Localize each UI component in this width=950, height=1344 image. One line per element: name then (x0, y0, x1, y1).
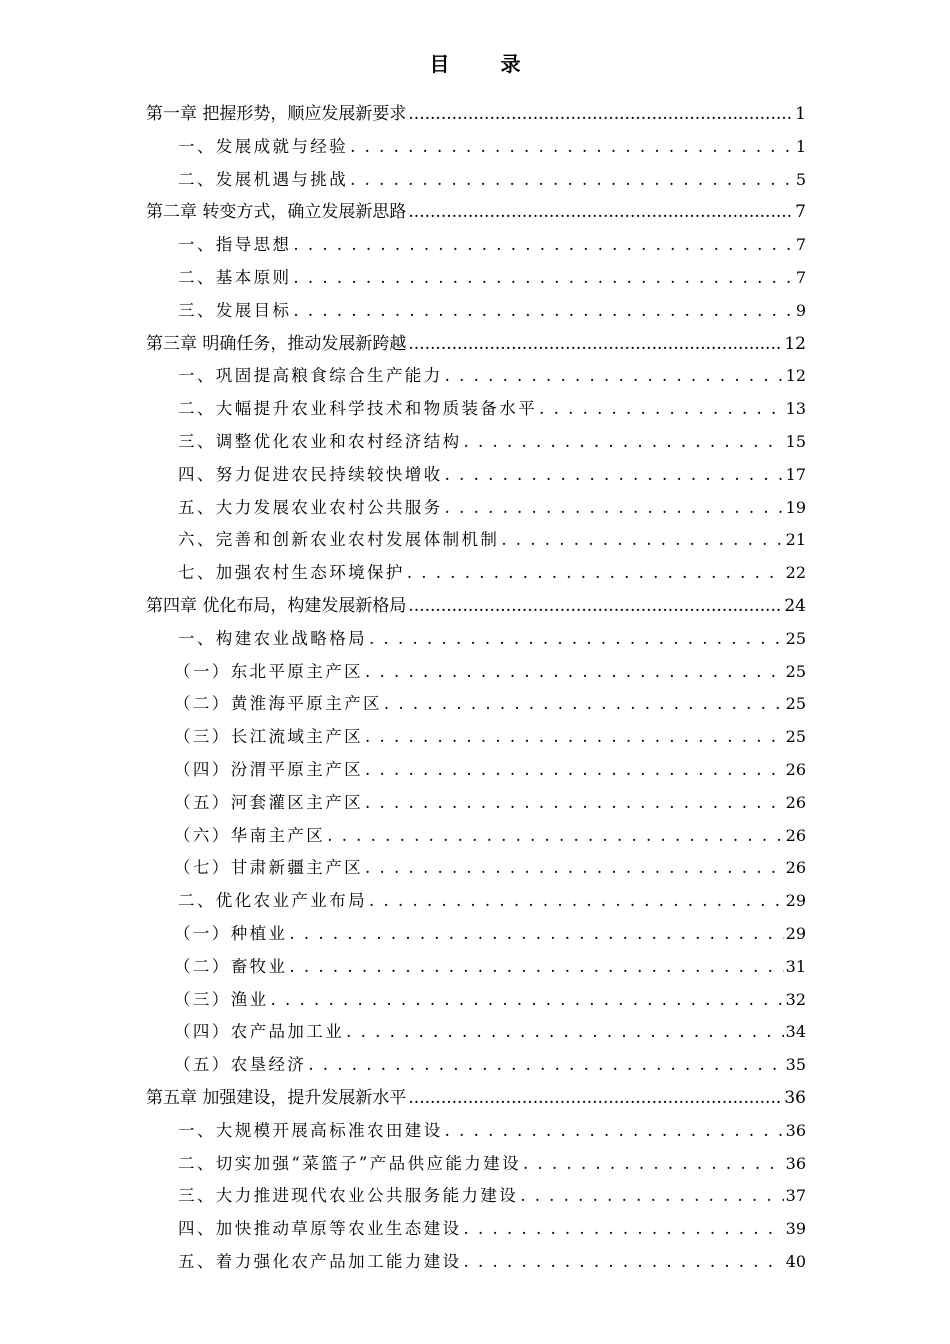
toc-page-number: 1 (795, 104, 806, 124)
toc-page-number: 19 (785, 497, 806, 517)
toc-page-number: 29 (785, 923, 806, 943)
toc-page-number: 26 (785, 759, 806, 779)
toc-page-number: 25 (785, 661, 806, 681)
toc-page-number: 9 (795, 300, 806, 320)
toc-entry-section[interactable] (146, 885, 806, 918)
toc-entry-sub[interactable] (146, 984, 806, 1017)
toc-page-number: 26 (785, 792, 806, 812)
toc-page-number: 36 (785, 1120, 806, 1140)
toc-entry-sub[interactable] (146, 721, 806, 754)
toc-entry-chapter[interactable] (146, 1082, 806, 1115)
toc-entry-section[interactable] (146, 1115, 806, 1148)
dot-leader (289, 918, 783, 951)
dot-leader (293, 229, 793, 262)
dot-leader (327, 820, 783, 853)
toc-entry-sub[interactable] (146, 688, 806, 721)
toc-entry-sub[interactable] (146, 1016, 806, 1049)
dot-leader (408, 1082, 782, 1115)
toc-entry-sub[interactable] (146, 951, 806, 984)
dot-leader (271, 984, 784, 1017)
toc-entry-section[interactable] (146, 1148, 806, 1181)
toc-entry-label: （四）汾渭平原主产区 (174, 759, 363, 779)
dot-leader (365, 787, 784, 820)
toc-entry-label: 二、基本原则 (178, 267, 292, 287)
toc-entry-section[interactable] (146, 1180, 806, 1213)
toc-entry-sub[interactable] (146, 754, 806, 787)
toc-page-number: 40 (785, 1251, 806, 1271)
toc-entry-label: 五、着力强化农产品加工能力建设 (178, 1251, 462, 1271)
toc-entry-section[interactable] (146, 360, 806, 393)
dot-leader (369, 623, 784, 656)
toc-page-number: 35 (785, 1055, 806, 1075)
dot-leader (464, 1213, 784, 1246)
toc-entry-label: 三、大力推进现代农业公共服务能力建设 (178, 1186, 519, 1206)
toc-entry-chapter[interactable] (146, 196, 806, 229)
toc-entry-label: 六、完善和创新农业农村发展体制机制 (178, 530, 500, 550)
toc-entry-label: （二）黄淮海平原主产区 (174, 694, 382, 714)
toc-entry-sub[interactable] (146, 918, 806, 951)
toc-page-number: 26 (785, 858, 806, 878)
toc-entry-section[interactable] (146, 492, 806, 525)
toc-entry-sub[interactable] (146, 852, 806, 885)
toc-page-number: 21 (785, 530, 806, 550)
toc-entry-label: （六）华南主产区 (174, 825, 326, 845)
toc-title: 目 录 (429, 52, 543, 76)
dot-leader (408, 590, 782, 623)
toc-page-number: 12 (784, 333, 806, 354)
toc-entry-label: （一）种植业 (174, 923, 288, 943)
toc-entry-label: 第一章 把握形势，顺应发展新要求 (146, 104, 407, 124)
toc-entry-label: 三、发展目标 (178, 300, 292, 320)
dot-leader (520, 1180, 783, 1213)
toc-entry-label: （一）东北平原主产区 (174, 661, 363, 681)
dot-leader (408, 196, 793, 229)
dot-leader (445, 360, 784, 393)
toc-entry-section[interactable] (146, 229, 806, 262)
toc-page-number: 13 (785, 399, 806, 419)
toc-entry-section[interactable] (146, 393, 806, 426)
toc-entry-label: 一、发展成就与经验 (178, 136, 349, 156)
toc-page-number: 5 (795, 169, 806, 189)
toc-page-number: 26 (785, 825, 806, 845)
toc-page-number: 7 (795, 267, 806, 287)
toc-page-number: 37 (785, 1186, 806, 1206)
dot-leader (523, 1148, 784, 1181)
toc-entry-section[interactable] (146, 295, 806, 328)
dot-leader (293, 262, 793, 295)
toc-entry-label: 四、加快推动草原等农业生态建设 (178, 1219, 462, 1239)
toc-entry-label: 一、大规模开展高标准农田建设 (178, 1120, 443, 1140)
dot-leader (464, 426, 784, 459)
toc-entry-section[interactable] (146, 623, 806, 656)
toc-page-number: 1 (795, 136, 806, 156)
dot-leader (408, 328, 782, 361)
toc-page-number: 15 (785, 431, 806, 451)
dot-leader (445, 1115, 784, 1148)
toc-page-number: 25 (785, 694, 806, 714)
toc-entry-section[interactable] (146, 524, 806, 557)
toc-entry-sub[interactable] (146, 1049, 806, 1082)
toc-entry-section[interactable] (146, 426, 806, 459)
toc-entry-label: （二）畜牧业 (174, 956, 288, 976)
dot-leader (407, 557, 784, 590)
toc-entry-label: 第二章 转变方式，确立发展新思路 (146, 202, 407, 223)
toc-entry-sub[interactable] (146, 787, 806, 820)
toc-entry-label: 一、构建农业战略格局 (178, 628, 367, 648)
toc-page-number: 7 (795, 235, 806, 255)
toc-entry-section[interactable] (146, 164, 806, 197)
toc-page-number: 7 (795, 202, 806, 223)
toc-page-number: 22 (785, 563, 806, 583)
toc-entry-label: （七）甘肃新疆主产区 (174, 858, 363, 878)
toc-entry-label: 一、巩固提高粮食综合生产能力 (178, 366, 443, 386)
toc-page-number: 31 (785, 956, 806, 976)
toc-entry-label: （四）农产品加工业 (174, 1022, 345, 1042)
toc-entry-label: 第三章 明确任务，推动发展新跨越 (146, 333, 407, 354)
toc-entry-section[interactable] (146, 459, 806, 492)
toc-page-number: 12 (785, 366, 806, 386)
toc-entry-label: 七、加强农村生态环境保护 (178, 563, 405, 583)
toc-entry-label: 第四章 优化布局，构建发展新格局 (146, 595, 407, 616)
toc-page-number: 17 (785, 464, 806, 484)
toc-entry-section[interactable] (146, 262, 806, 295)
toc-page-number: 34 (785, 1022, 806, 1042)
toc-entry-label: 二、切实加强“菜篮子”产品供应能力建设 (178, 1153, 521, 1173)
toc-entry-label: 二、优化农业产业布局 (178, 891, 367, 911)
toc-entry-label: 一、指导思想 (178, 235, 292, 255)
toc-page-number: 25 (785, 727, 806, 747)
toc-entry-section[interactable] (146, 557, 806, 590)
table-of-contents (146, 98, 806, 1279)
toc-entry-label: 第五章 加强建设，提升发展新水平 (146, 1087, 407, 1108)
toc-page-number: 36 (784, 1087, 806, 1108)
toc-entry-label: （五）农垦经济 (174, 1055, 307, 1075)
dot-leader (346, 1016, 784, 1049)
toc-entry-section[interactable] (146, 1213, 806, 1246)
dot-leader (539, 393, 784, 426)
dot-leader (293, 295, 793, 328)
toc-entry-chapter[interactable] (146, 98, 806, 131)
dot-leader (501, 524, 783, 557)
dot-leader (384, 688, 784, 721)
toc-page-number: 39 (785, 1219, 806, 1239)
toc-page-number: 29 (785, 891, 806, 911)
dot-leader (365, 721, 784, 754)
dot-leader (350, 164, 794, 197)
toc-entry-sub[interactable] (146, 656, 806, 689)
dot-leader (445, 492, 784, 525)
toc-page-number: 36 (785, 1153, 806, 1173)
toc-entry-label: 二、发展机遇与挑战 (178, 169, 349, 189)
dot-leader (369, 885, 784, 918)
toc-entry-label: 三、调整优化农业和农村经济结构 (178, 431, 462, 451)
toc-entry-chapter[interactable] (146, 328, 806, 361)
dot-leader (365, 852, 784, 885)
dot-leader (289, 951, 783, 984)
toc-page-number: 25 (785, 628, 806, 648)
dot-leader (365, 656, 784, 689)
dot-leader (445, 459, 784, 492)
toc-entry-label: （三）渔业 (174, 989, 269, 1009)
toc-entry-section[interactable] (146, 1246, 806, 1279)
toc-page-number: 32 (785, 989, 806, 1009)
toc-entry-label: 四、努力促进农民持续较快增收 (178, 464, 443, 484)
toc-entry-label: 二、大幅提升农业科学技术和物质装备水平 (178, 399, 538, 419)
toc-page-number: 24 (784, 595, 806, 616)
dot-leader (408, 98, 793, 131)
toc-entry-label: 五、大力发展农业农村公共服务 (178, 497, 443, 517)
toc-entry-section[interactable] (146, 131, 806, 164)
dot-leader (365, 754, 784, 787)
toc-entry-sub[interactable] (146, 820, 806, 853)
toc-entry-label: （三）长江流域主产区 (174, 727, 363, 747)
dot-leader (308, 1049, 783, 1082)
dot-leader (350, 131, 794, 164)
toc-entry-label: （五）河套灌区主产区 (174, 792, 363, 812)
toc-entry-chapter[interactable] (146, 590, 806, 623)
dot-leader (464, 1246, 784, 1279)
